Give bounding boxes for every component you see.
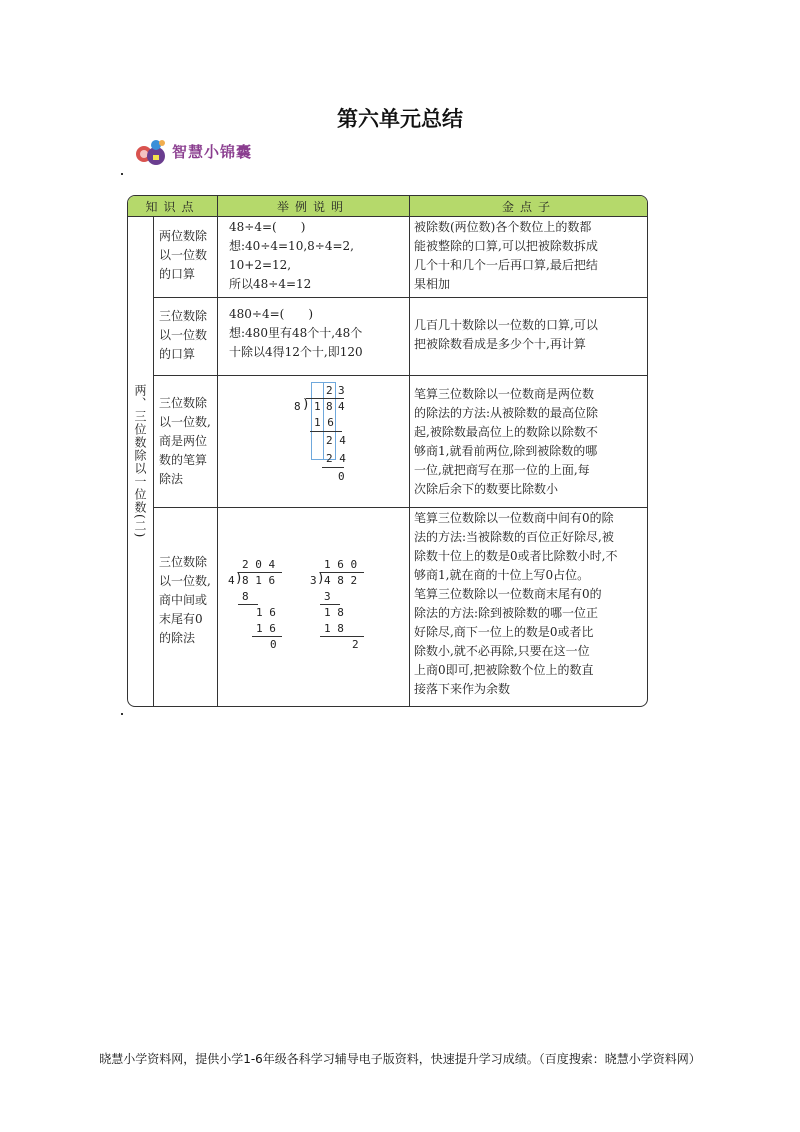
division-bar [306,398,344,399]
step-value: 2 [352,638,359,651]
dividend-digit: 1 [314,400,321,413]
step-line [310,431,342,432]
divisor: 3 [310,574,317,587]
step-value: 8 [242,590,249,603]
mascot-icon [134,136,168,166]
dividend-digit: 8 [326,400,333,413]
step-value: 0 [270,638,277,651]
margin-dot [121,173,123,175]
category-label: 两、三位数除以一位数(二) [133,384,147,539]
grid-line [409,196,410,707]
step-value: 1 6 [314,416,334,429]
step-value: 2 4 [326,452,346,465]
grid-line [153,375,648,376]
page-footer: 晓慧小学资料网，提供小学1-6年级各科学习辅导电子版资料，快速提升学习成绩。（百度搜索：晓慧小学资料网） [99,1052,701,1066]
division-bracket-icon: ) [317,571,325,586]
step-line [322,467,344,468]
long-division-3 [310,558,370,658]
example-cell: 48÷4=( ) 想:40÷4=10,8÷4=2, 10+2=12, 所以48÷4=12 [229,220,354,291]
dividend: 4 8 2 [324,574,358,587]
grid-line [153,217,154,707]
quotient-digit: 2 [326,384,333,397]
long-division-1 [288,382,368,500]
topic-cell: 三位数除 以一位数, 商是两位 数的笔算 除法 [159,396,211,486]
step-line [238,604,258,605]
divisor: 8 [294,400,301,413]
example-cell: 480÷4=( ) 想:480里有48个十,48个 十除以4得12个十,即120 [229,307,363,359]
header-tip: 金点子 [409,196,648,217]
header-example: 举例说明 [217,196,409,217]
division-bracket-icon: ) [235,571,243,586]
step-line [252,636,282,637]
tip-cell: 笔算三位数除以一位数商是两位数 的除法的方法:从被除数的最高位除 起,被除数最高位上的数除以除数不 够商1,就看前两位,除到被除数的哪 一位,就把商写在那一位的上面,每 次除后余下的数要比除数小 [414,387,599,496]
tip-cell: 被除数(两位数)各个数位上的数都 能被整除的口算,可以把被除数拆成 几个十和几个一后再口算,最后把结 果相加 [414,220,598,291]
summary-table [127,195,648,707]
dividend-digit: 4 [338,400,345,413]
step-line [320,604,340,605]
step-value: 1 8 [324,622,344,635]
division-bracket-icon: ) [302,397,310,412]
quotient-digit: 3 [338,384,345,397]
grid-line [217,196,218,707]
topic-cell: 三位数除 以一位数 的口算 [159,309,208,361]
step-value: 0 [338,470,345,483]
grid-line [153,297,648,298]
step-value: 1 6 [256,606,276,619]
long-division-2 [228,558,288,658]
margin-dot [121,713,123,715]
dividend: 8 1 6 [242,574,276,587]
tip-cell: 几百几十数除以一位数的口算,可以 把被除数看成是多少个十,再计算 [414,318,598,351]
division-bar [238,572,282,573]
step-line [320,636,364,637]
header-knowledge: 知识点 [128,196,217,217]
divisor: 4 [228,574,235,587]
step-value: 3 [324,590,331,603]
tip-cell: 笔算三位数除以一位数商中间有0的除 法的方法:当被除数的百位正好除尽,被 除数十位上的数是0或者比除数小时,不 够商1,就在商的十位上写0占位。 笔算三位数除以一位数商末尾有0的 除法的方法:除到被除数的哪一位正 好除尽,商下一位上的数是0或者比 除数小,就不必再除,只要在这一位 上商0即可,把被除数个位上的数直 接落下来作为余数 [414,511,618,696]
grid-line [153,507,648,508]
step-value: 2 4 [326,434,346,447]
topic-cell: 三位数除 以一位数, 商中间或 末尾有0 的除法 [159,555,211,645]
tips-badge [134,136,252,166]
badge-label: 智慧小锦囊 [172,142,253,161]
step-value: 1 6 [256,622,276,635]
step-value: 1 8 [324,606,344,619]
division-bar [320,572,364,573]
quotient: 2 0 4 [242,558,276,571]
quotient: 1 6 0 [324,558,358,571]
page-title: 第六单元总结 [337,107,463,131]
topic-cell: 两位数除 以一位数 的口算 [159,229,208,281]
